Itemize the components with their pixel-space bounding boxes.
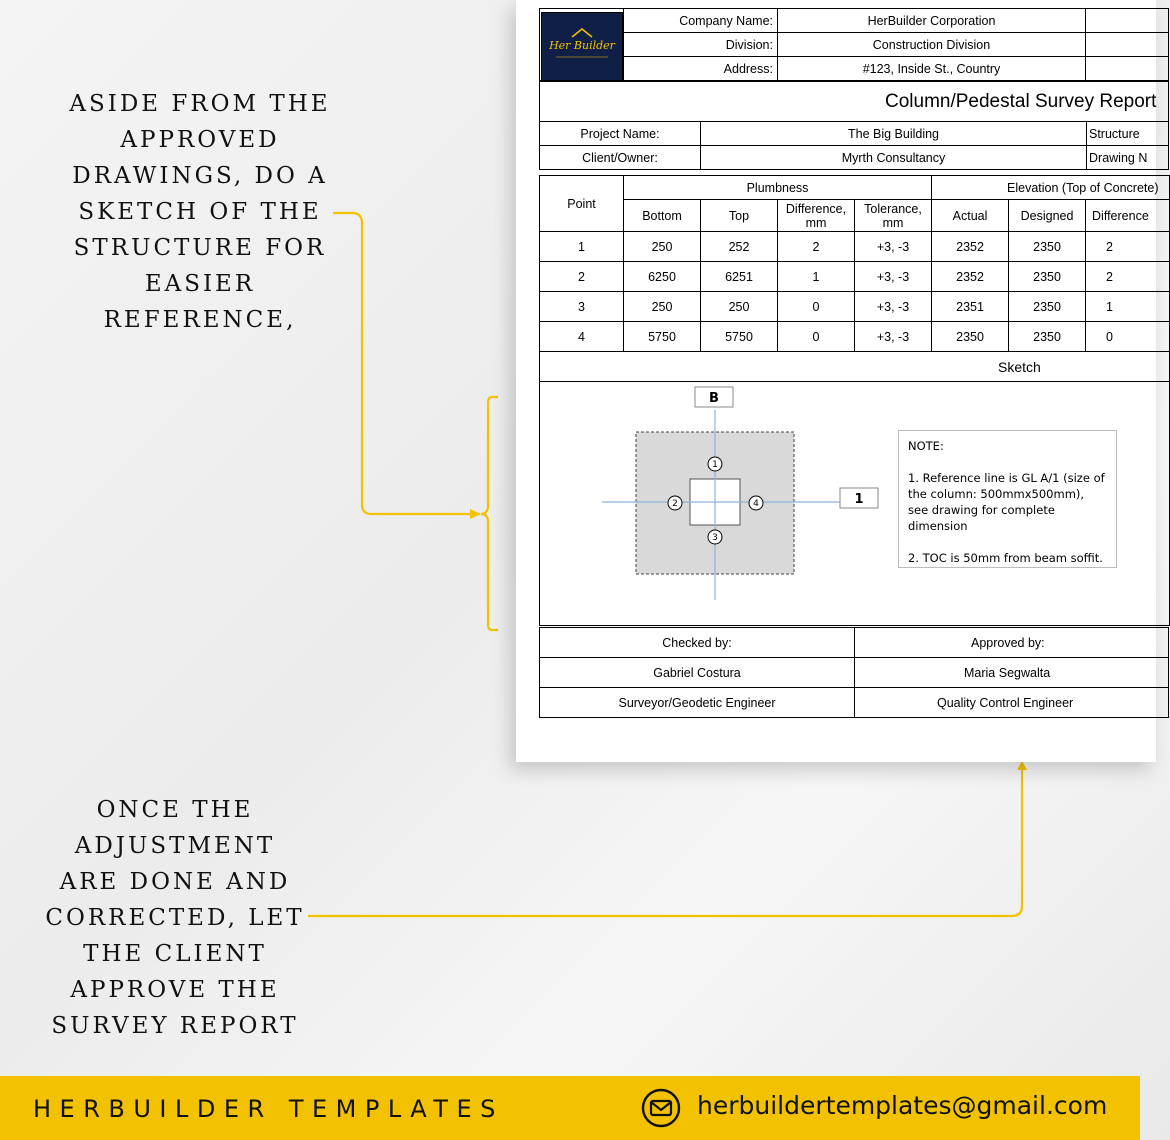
- sub-header-top: Top: [701, 200, 778, 232]
- cell-point: 2: [540, 262, 624, 292]
- table-row: [540, 322, 1170, 352]
- cell-actual: 2352: [932, 232, 1009, 262]
- logo-cell: [540, 9, 624, 81]
- address-label: Address:: [624, 57, 778, 81]
- cell-tolerance: +3, -3: [855, 262, 932, 292]
- sub-header-difference: Difference, mm: [778, 200, 855, 232]
- report-title: Column/Pedestal Survey Report: [540, 82, 1169, 122]
- plumbness-header: Plumbness: [624, 176, 932, 200]
- cell-top: 250: [701, 292, 778, 322]
- cell-bottom: 250: [624, 232, 701, 262]
- title-table: [539, 81, 1169, 122]
- company-label: Company Name:: [624, 9, 778, 33]
- division-value: Construction Division: [778, 33, 1086, 57]
- cell-bottom: 5750: [624, 322, 701, 352]
- footer-bar: [0, 1076, 1140, 1140]
- sketch-note-box: [898, 430, 1117, 568]
- table-row: [540, 262, 1170, 292]
- project-info-table: [539, 121, 1169, 170]
- cell-difference: 0: [778, 292, 855, 322]
- caption-client-approval: ONCE THE ADJUSTMENT ARE DONE AND CORRECTED, LET THE CLIENT APPROVE THE SURVEY REPORT: [45, 797, 305, 1039]
- drawing-label: Drawing N: [1087, 146, 1169, 170]
- footer-email-link[interactable]: herbuildertemplates@gmail.com: [697, 1091, 1108, 1120]
- cell-actual: 2352: [932, 262, 1009, 292]
- caption-sketch-advice: ASIDE FROM THE APPROVED DRAWINGS, DO A SKETCH OF THE STRUCTURE FOR EASIER REFERENCE,: [69, 91, 331, 333]
- cell-designed: 2350: [1009, 292, 1086, 322]
- cell-difference: 1: [778, 262, 855, 292]
- survey-data-table: [539, 175, 1170, 626]
- table-row: [540, 232, 1170, 262]
- survey-report-sheet: [516, 0, 1159, 762]
- cell-tolerance: +3, -3: [855, 322, 932, 352]
- cell-point: 4: [540, 322, 624, 352]
- structure-label: Structure: [1087, 122, 1169, 146]
- sub-header-actual: Actual: [932, 200, 1009, 232]
- project-label: Project Name:: [540, 122, 701, 146]
- elevation-header: Elevation (Top of Concrete): [932, 176, 1170, 200]
- signature-table: [539, 627, 1169, 718]
- sub-header-elev-difference: Difference: [1086, 200, 1170, 232]
- cell-designed: 2350: [1009, 262, 1086, 292]
- company-value: HerBuilder Corporation: [778, 9, 1086, 33]
- cell-tolerance: +3, -3: [855, 232, 932, 262]
- cell-elev-difference: 1: [1086, 292, 1170, 322]
- cell-top: 6251: [701, 262, 778, 292]
- client-value: Myrth Consultancy: [701, 146, 1087, 170]
- cell-bottom: 6250: [624, 262, 701, 292]
- point-label-4: 4: [753, 499, 759, 509]
- cell-designed: 2350: [1009, 232, 1086, 262]
- approved-by-name: Maria Segwalta: [855, 658, 1169, 688]
- grid-label-b: B: [709, 391, 719, 406]
- address-value: #123, Inside St., Country: [778, 57, 1086, 81]
- cell-elev-difference: 2: [1086, 232, 1170, 262]
- cell-top: 5750: [701, 322, 778, 352]
- point-label-2: 2: [672, 499, 678, 509]
- approved-by-label: Approved by:: [855, 628, 1169, 658]
- sketch-title: Sketch: [540, 352, 1170, 382]
- division-label: Division:: [624, 33, 778, 57]
- cell-designed: 2350: [1009, 322, 1086, 352]
- cell-actual: 2350: [932, 322, 1009, 352]
- project-value: The Big Building: [701, 122, 1087, 146]
- point-label-1: 1: [712, 460, 718, 470]
- sketch-area: [540, 382, 1170, 626]
- point-label-3: 3: [712, 533, 718, 543]
- cell-elev-difference: 2: [1086, 262, 1170, 292]
- cell-top: 252: [701, 232, 778, 262]
- sub-header-tolerance: Tolerance, mm: [855, 200, 932, 232]
- mail-icon: [640, 1087, 682, 1129]
- checked-by-name: Gabriel Costura: [540, 658, 855, 688]
- cell-elev-difference: 0: [1086, 322, 1170, 352]
- footer-brand: HERBUILDER TEMPLATES: [33, 1095, 504, 1123]
- note-item-1: 1. Reference line is GL A/1 (size of the column: 500mmx500mm), see drawing for complete dimension: [908, 471, 1105, 533]
- table-row: [540, 292, 1170, 322]
- cell-actual: 2351: [932, 292, 1009, 322]
- grid-label-1: 1: [854, 492, 864, 507]
- client-label: Client/Owner:: [540, 146, 701, 170]
- sub-header-designed: Designed: [1009, 200, 1086, 232]
- cell-point: 1: [540, 232, 624, 262]
- note-title: NOTE:: [908, 439, 944, 453]
- point-header: Point: [540, 176, 624, 232]
- checked-by-role: Surveyor/Geodetic Engineer: [540, 688, 855, 718]
- note-item-2: 2. TOC is 50mm from beam soffit.: [908, 551, 1103, 565]
- cell-tolerance: +3, -3: [855, 292, 932, 322]
- checked-by-label: Checked by:: [540, 628, 855, 658]
- company-header-table: [539, 8, 1169, 81]
- cell-difference: 0: [778, 322, 855, 352]
- sub-header-bottom: Bottom: [624, 200, 701, 232]
- cell-bottom: 250: [624, 292, 701, 322]
- approved-by-role: Quality Control Engineer: [855, 688, 1169, 718]
- logo-text: Her Builder: [549, 39, 615, 52]
- cell-difference: 2: [778, 232, 855, 262]
- cell-point: 3: [540, 292, 624, 322]
